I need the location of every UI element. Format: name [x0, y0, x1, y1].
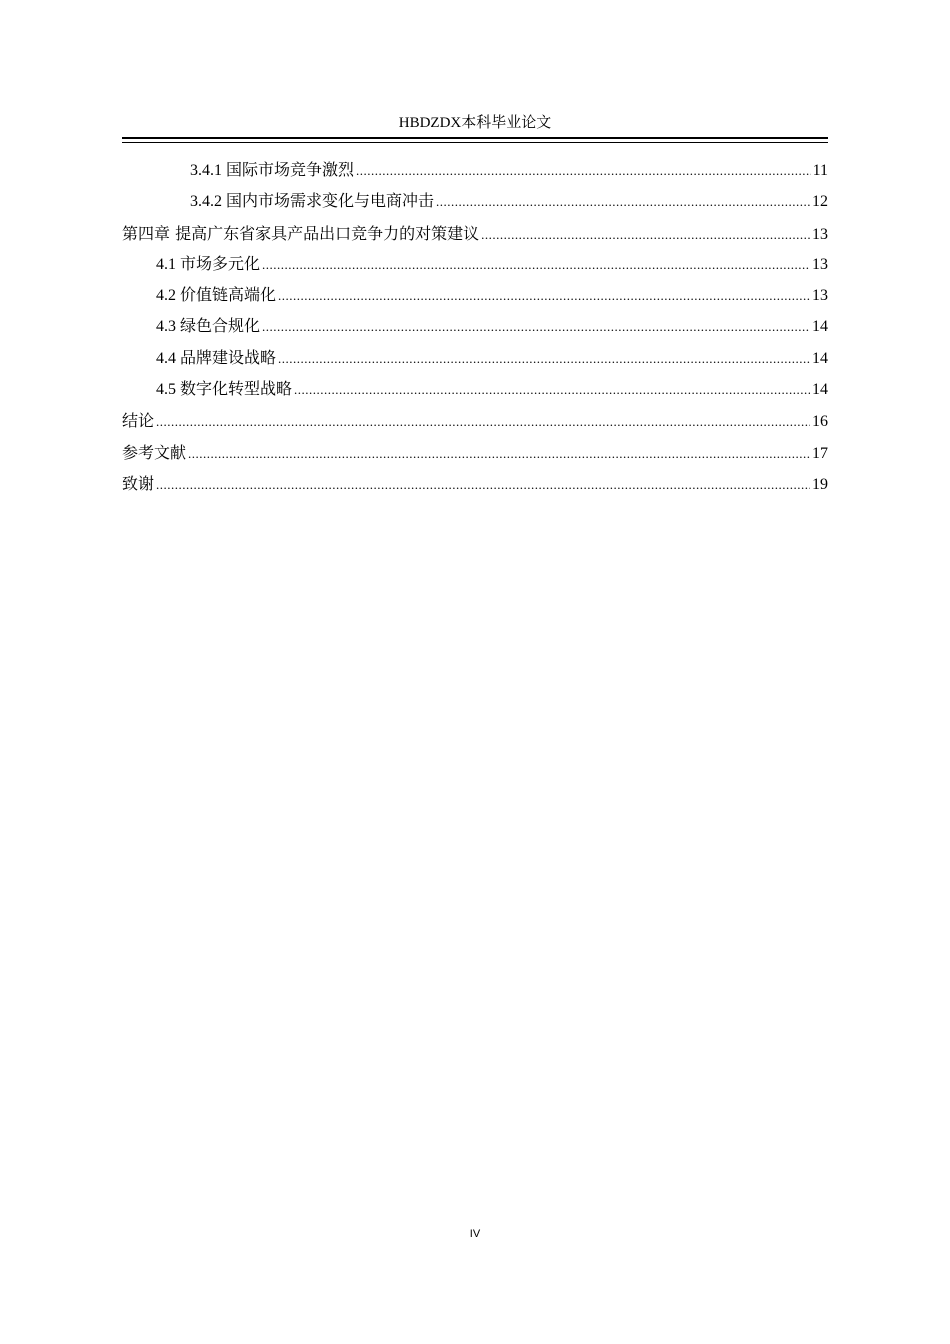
toc-page-number: 16 — [812, 413, 828, 431]
toc-entry-title: 参考文献 — [122, 442, 187, 462]
toc-dot-leader — [156, 406, 810, 437]
toc-dot-leader — [278, 343, 810, 374]
toc-entry-4-2[interactable] — [122, 280, 828, 311]
toc-dot-leader — [188, 438, 810, 469]
toc-dot-leader — [262, 311, 810, 342]
toc-entry-title: 3.4.1 国际市场竞争激烈 — [190, 162, 355, 179]
toc-dot-leader — [262, 249, 810, 280]
toc-dot-leader — [356, 155, 811, 186]
toc-entry-conclusion[interactable] — [122, 405, 828, 436]
toc-entry-4-1[interactable] — [122, 249, 828, 280]
toc-entry-title: 结论 — [122, 411, 155, 431]
toc-page-number: 13 — [812, 287, 828, 305]
toc-page-number: 13 — [812, 255, 828, 273]
toc-entry-4-3[interactable] — [122, 311, 828, 342]
toc-entry-title: 4.1 市场多元化 — [156, 255, 261, 273]
toc-entry-title: 4.4 品牌建设战略 — [156, 349, 277, 367]
page-number-footer: IV — [469, 1228, 481, 1240]
toc-entry-title: 3.4.2 国内市场需求变化与电商冲击 — [190, 193, 435, 211]
toc-page-number: 13 — [812, 225, 828, 243]
toc-entry-acknowledgements[interactable] — [122, 468, 828, 499]
header-rule-thin — [122, 142, 828, 143]
toc-entry-title: 第四章 提高广东省家具产品出口竞争力的对策建议 — [122, 223, 480, 243]
toc-entry-title: 4.2 价值链高端化 — [156, 287, 277, 305]
toc-entry-3-4-1[interactable] — [122, 155, 828, 186]
toc-dot-leader — [156, 469, 810, 500]
table-of-contents — [122, 155, 828, 499]
toc-page-number: 11 — [812, 162, 828, 179]
toc-entry-title: 致谢 — [122, 473, 155, 493]
toc-entry-4-4[interactable] — [122, 343, 828, 374]
toc-entry-references[interactable] — [122, 437, 828, 468]
toc-dot-leader — [294, 374, 810, 405]
header-rule-thick — [122, 137, 828, 139]
toc-entry-4-5[interactable] — [122, 374, 828, 405]
toc-page-number: 14 — [812, 349, 828, 367]
toc-page-number: 14 — [812, 381, 828, 399]
toc-entry-chapter-4[interactable] — [122, 218, 828, 249]
page-header-title: HBDZDX本科毕业论文 — [398, 115, 552, 131]
toc-page-number: 12 — [812, 193, 828, 211]
toc-page-number: 17 — [812, 444, 828, 462]
toc-dot-leader — [436, 186, 810, 217]
toc-entry-3-4-2[interactable] — [122, 186, 828, 217]
toc-dot-leader — [481, 219, 810, 250]
toc-entry-title: 4.5 数字化转型战略 — [156, 381, 293, 399]
toc-page-number: 14 — [812, 318, 828, 336]
toc-dot-leader — [278, 280, 810, 311]
toc-entry-title: 4.3 绿色合规化 — [156, 318, 261, 336]
toc-page-number: 19 — [812, 475, 828, 493]
